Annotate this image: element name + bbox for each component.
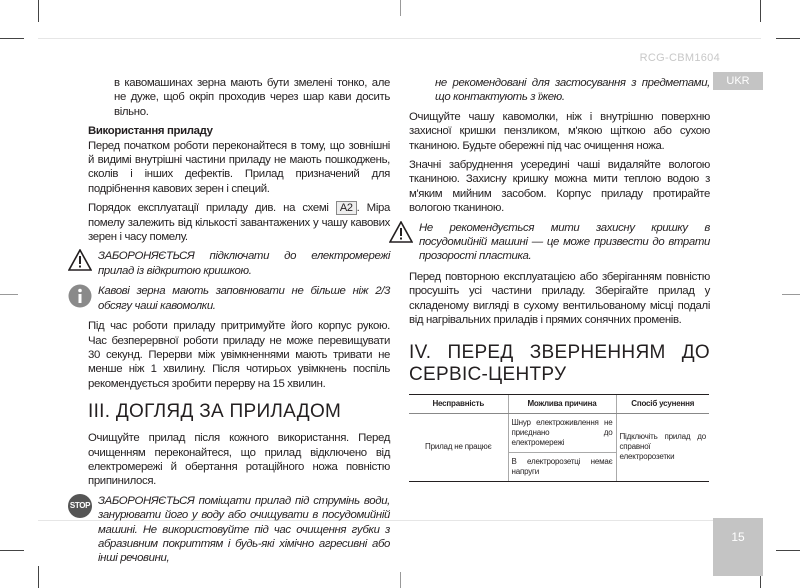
page-tab [713,518,763,576]
troubleshooting-table [409,394,709,482]
info-note [88,284,390,313]
warning-text [98,249,390,278]
crop-mark [400,0,401,16]
table-header: Спосіб усунення [616,394,709,413]
info-icon [68,284,96,312]
table-cell-fault: Прилад не працює [409,413,508,481]
warning-rest: підключати до електромережі прилад із відкритою кришкою. [98,250,390,277]
crop-mark [776,550,800,551]
stop-icon: STOP [68,494,92,518]
right-column [409,76,710,482]
intro-paragraph: в кавомашинах зерна мають бути змелені тонко, але не дуже, щоб окріп проходив через шар кави досить вільно. [114,77,390,118]
table-row [409,413,709,452]
stop-strong: ЗАБОРОНЯЄТЬСЯ [98,494,195,507]
stop-note [69,494,390,566]
warning-icon [68,249,96,275]
crop-mark [0,294,18,295]
table-header-row [409,394,709,413]
operation-paragraph: Під час роботи приладу притримуйте його корпус рукою. Час безперервної роботи приладу не може перевищувати 30 секунд. Перерви між увімкненнями мають тривати не менше ніж 1 хвилину. Після чотирьох увімкнень поспіль рекомендується зробити перерву на 15 хвилин. [88,320,390,390]
crop-mark [760,0,761,22]
page-number: 15 [731,530,745,544]
care-paragraph: Очищуйте прилад після кожного використання. Перед очищенням переконайтеся, що прилад відключено від електромережі й обертання ротаційного ножа повністю припинилося. [88,432,390,488]
table-header: Можлива причина [508,394,616,413]
table-cell-fix: Підключіть прилад до справної електророзетки [616,413,709,481]
warning-icon [389,221,417,247]
crop-mark [782,294,800,295]
crop-mark [400,572,401,588]
cleaning-paragraph: Очищуйте чашу кавомолки, ніж і внутрішню поверхню захисної кришки пензликом, м'якою щіткою або сухою тканиною. Будьте обережні під час очищення ножа. [409,110,710,152]
warning-note [88,249,390,278]
care-heading: III. ДОГЛЯД ЗА ПРИЛАДОМ [88,401,342,423]
crop-mark [38,566,39,588]
left-column [69,76,390,572]
stop-icon-wrap [68,494,96,518]
model-number: RCG-CBM1604 [639,52,720,64]
usage-scheme-paragraph [88,201,390,244]
crop-mark [0,550,24,551]
scheme-text: Порядок експлуатації приладу див. на схемі [88,202,329,215]
crop-mark [0,38,24,39]
warning-note-2 [409,221,710,264]
usage-heading: Використання приладу [88,125,213,138]
warning-strong: ЗАБОРОНЯЄТЬСЯ [98,250,195,263]
stop-text [98,494,390,566]
crop-mark [776,38,800,39]
storage-paragraph: Перед повторною експлуатацією або зберіганням повністю просушіть усі частини приладу. Зберігайте прилад у складеному вигляді в сухому вентильованому місці подалі від нагрівальних приладів і прямих сонячних променів. [409,270,710,327]
frame-line [38,38,761,39]
scheme-reference: A2 [336,201,357,215]
usage-paragraph: Перед початком роботи переконайтеся в тому, що зовнішні й видимі внутрішні частини приладу не мають пошкоджень, сколів і інших дефектів. Прилад призначений для подрібнення кавових зерен і специй. [88,139,390,195]
service-heading: IV. ПЕРЕД ЗВЕРНЕННЯМ ДО СЕРВІС-ЦЕНТРУ [409,341,710,385]
continued-text: не рекомендовані для застосування з предметами, що контактують з їжею. [435,77,710,104]
language-tab: UKR [713,72,763,90]
dirt-paragraph: Значні забруднення усередині чаші видаляйте вологою тканиною. Захисну кришку можна мити теплою водою з м'яким мийним засобом. Корпус приладу протирайте вологою тканиною. [409,159,710,215]
scheme-text-cont: . Міра помелу залежить від кількості завантажених у чашу кавових зерен і часу помелу. [88,202,390,244]
stop-rest: поміщати прилад під струмінь води, занурювати його у воду або очищувати в посудомийній машині. Не використовуйте під час очищення губки з абразивним покриттям і будь-які хімічно агресивні або інші речовини, [98,494,390,565]
table-header: Несправність [409,394,508,413]
crop-mark [38,0,39,22]
warning-text-2: Не рекомендується мити захисну кришку в посудомийній машині — це може призвести до втрати прозорості пластика. [419,221,710,263]
table-cell-cause: Шнур електроживлення не приєднано до електромережі [508,413,616,452]
info-text: Кавові зерна мають заповнювати не більше ніж 2/3 обсягу чаші кавомолки. [98,285,390,312]
table-cell-cause: В електророзетці немає напруги [508,452,616,481]
